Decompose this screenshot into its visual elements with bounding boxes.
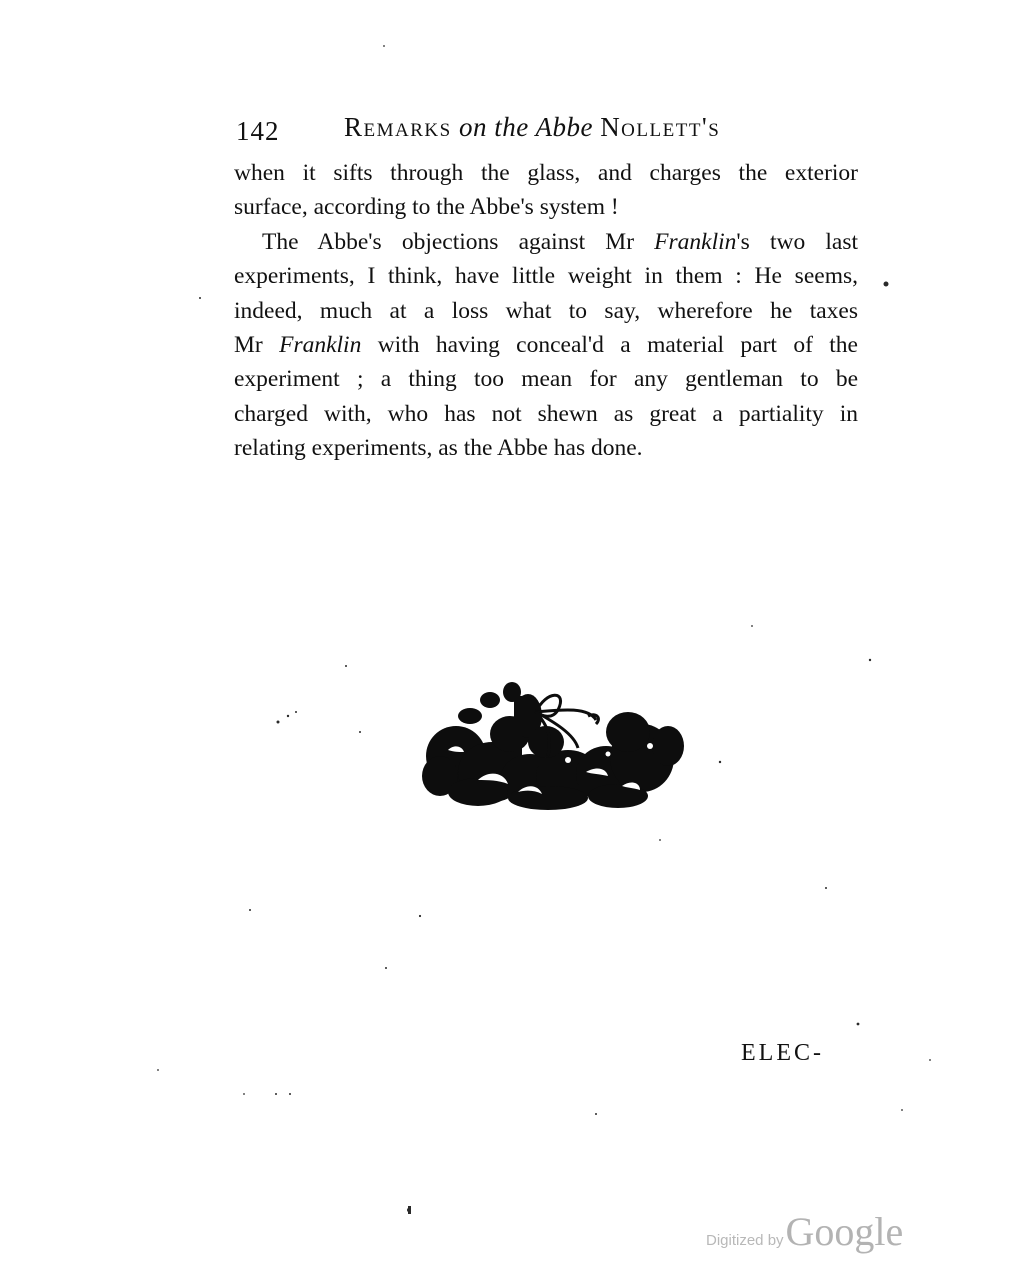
- google-logo-text: Google: [785, 1209, 904, 1254]
- text-line-5: indeed, much at a loss what to say, wherefore he taxes: [234, 297, 858, 324]
- franklin-name: Franklin: [654, 228, 737, 255]
- text-line-6: [234, 328, 858, 362]
- digitized-by-label: Digitized by: [706, 1232, 784, 1249]
- text-line-3-c: 's two last: [736, 228, 858, 255]
- text-line-3: [234, 225, 858, 259]
- running-title-remarks: Remarks: [344, 112, 452, 142]
- text-line-7: experiment ; a thing too mean for any gentleman to be: [234, 366, 858, 393]
- text-line-4: experiments, I think, have little weight in them : He seems,: [234, 263, 858, 290]
- running-header: [236, 112, 860, 152]
- digitized-by-google-watermark: [706, 1208, 916, 1258]
- text-line-9: relating experiments, as the Abbe has done.: [234, 435, 643, 462]
- text-line-2: surface, according to the Abbe's system !: [234, 194, 619, 221]
- page-number: 142: [236, 116, 280, 146]
- text-line-6-c: with having conceal'd a material part of the: [361, 331, 858, 358]
- text-line-3-a: The Abbe's objections against Mr: [262, 228, 655, 255]
- text-line-6-a: Mr: [234, 331, 280, 358]
- running-title: [344, 112, 720, 143]
- text-line-8: charged with, who has not shewn as great a partiality in: [234, 400, 858, 427]
- running-title-nollett: Nollett's: [600, 112, 721, 142]
- body-text: [234, 156, 858, 466]
- franklin-name: Franklin: [279, 331, 362, 358]
- text-line-1: when it sifts through the glass, and charges the exterior: [234, 160, 858, 186]
- floral-ornament-icon: [418, 676, 686, 824]
- running-title-abbe: on the Abbe: [458, 112, 593, 142]
- catchword: ELEC-: [741, 1040, 824, 1066]
